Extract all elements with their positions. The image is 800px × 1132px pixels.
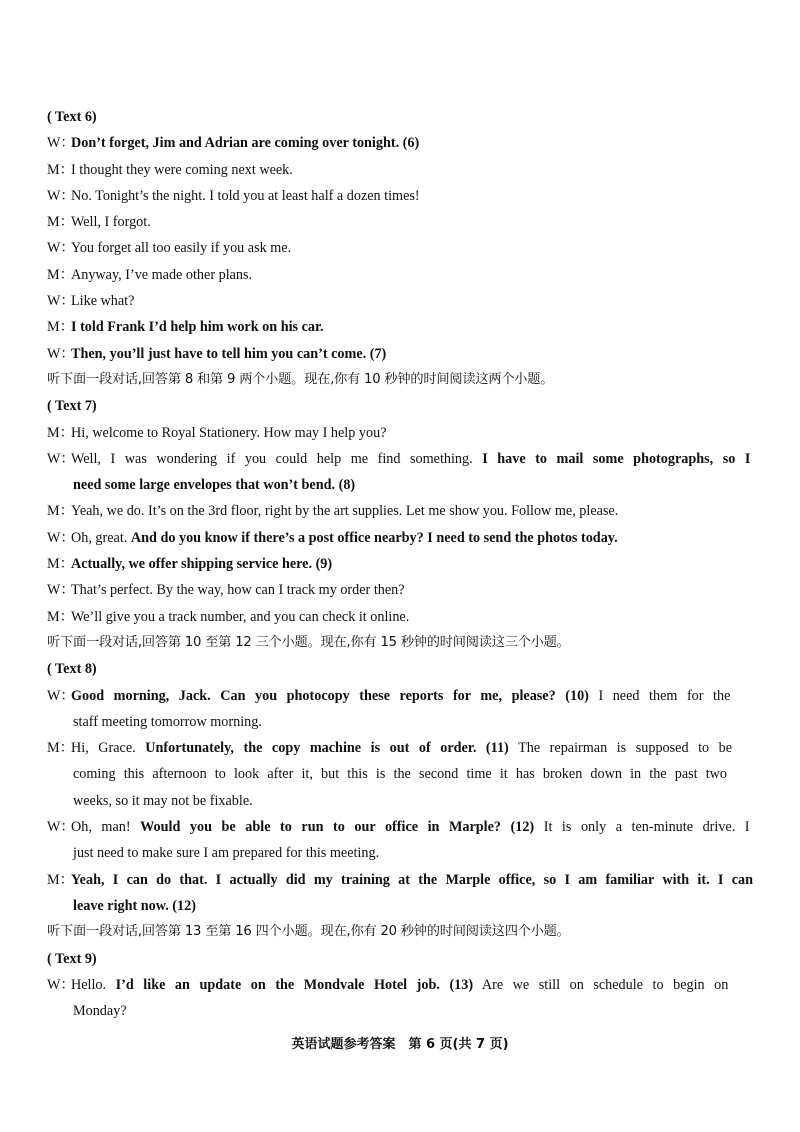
dialog-text: Anyway, I’ve made other plans.: [71, 266, 253, 283]
speaker-label: W：: [47, 529, 75, 546]
dialog-line: [47, 577, 753, 603]
dialog-line: [47, 420, 753, 446]
dialog-line: [47, 130, 753, 156]
dialog-text: staff meeting tomorrow morning.: [73, 713, 262, 730]
speaker-label: W：: [47, 976, 75, 993]
dialog-text: I need them for the: [588, 687, 731, 704]
dialog-line: [47, 683, 753, 709]
answer-highlight-text: Good morning, Jack. Can you photocopy these reports for me, please? (10): [71, 687, 589, 704]
answer-highlight-text: Unfortunately, the copy machine is out of order. (11): [145, 740, 509, 757]
page-footer: 英语试题参考答案 第 6 页(共 7 页): [291, 1037, 509, 1052]
dialog-line: [47, 314, 753, 340]
dialog-line: [47, 525, 753, 551]
dialog-line-continuation: [47, 840, 753, 866]
dialog-text: Well, I was wondering if you could help me find something.: [71, 450, 483, 467]
speaker-label: W：: [47, 450, 75, 467]
dialog-line: [47, 209, 753, 235]
dialog-line: [47, 288, 753, 314]
speaker-label: M：: [47, 319, 74, 336]
speaker-label: W：: [47, 582, 75, 599]
dialog-text: Are we still on schedule to begin on: [473, 976, 729, 993]
speaker-label: W：: [47, 187, 75, 204]
dialog-text: just need to make sure I am prepared for this meeting.: [73, 845, 380, 862]
answer-highlight-text: Then, you’ll just have to tell him you can’t come. (7): [71, 345, 387, 362]
section-heading: [47, 656, 753, 682]
answer-highlight-text: need some large envelopes that won’t bend. (8): [73, 477, 356, 494]
dialog-line: [47, 604, 753, 630]
section-heading: [47, 393, 753, 419]
answer-highlight-text: leave right now. (12): [73, 897, 196, 914]
speaker-label: W：: [47, 293, 75, 310]
answer-highlight-text: And do you know if there’s a post office nearby? I need to send the photos today.: [130, 529, 618, 546]
answer-highlight-text: Yeah, I can do that. I actually did my training at the Marple office, so I am familiar with it. I can: [71, 871, 753, 888]
dialog-text: Monday?: [73, 1003, 127, 1020]
answer-highlight-text: Don’t forget, Jim and Adrian are coming over tonight. (6): [71, 135, 420, 152]
speaker-label: M：: [47, 503, 74, 520]
dialog-text: The repairman is supposed to be: [508, 740, 733, 757]
speaker-label: M：: [47, 556, 74, 573]
dialog-line: [47, 551, 753, 577]
dialog-text: Oh, great.: [71, 529, 131, 546]
dialog-line: [47, 183, 753, 209]
answer-key-transcript: [47, 104, 753, 1024]
dialog-line: [47, 867, 753, 893]
dialog-line: [47, 262, 753, 288]
listening-instruction: 听下面一段对话,回答第 10 至第 12 三个小题。现在,你有 15 秒钟的时间阅读这三个小题。: [47, 634, 570, 650]
dialog-text: No. Tonight’s the night. I told you at least half a dozen times!: [71, 187, 420, 204]
section-heading: [47, 946, 753, 972]
dialog-text: coming this afternoon to look after it, but this is the second time it has broken down in the past two: [73, 766, 727, 783]
dialog-line: [47, 157, 753, 183]
listening-instruction: 听下面一段对话,回答第 8 和第 9 两个小题。现在,你有 10 秒钟的时间阅读这两个小题。: [47, 371, 554, 387]
answer-highlight-text: Actually, we offer shipping service here. (9): [71, 556, 333, 573]
speaker-label: M：: [47, 424, 74, 441]
dialog-text: weeks, so it may not be fixable.: [73, 792, 253, 809]
dialog-text: Oh, man!: [71, 819, 141, 836]
dialog-line: [47, 735, 753, 761]
dialog-text: Well, I forgot.: [71, 214, 151, 231]
dialog-line-continuation: [47, 472, 753, 498]
dialog-line: [47, 341, 753, 367]
section-heading-text: ( Text 9): [47, 950, 97, 967]
answer-highlight-text: Would you be able to run to our office in Marple? (12): [140, 819, 535, 836]
speaker-label: M：: [47, 740, 74, 757]
speaker-label: M：: [47, 161, 74, 178]
dialog-line-continuation: [47, 893, 753, 919]
speaker-label: W：: [47, 687, 75, 704]
section-heading: [47, 104, 753, 130]
section-heading-text: ( Text 7): [47, 398, 97, 415]
dialog-text: Hi, Grace.: [71, 740, 146, 757]
dialog-text: Yeah, we do. It’s on the 3rd floor, right by the art supplies. Let me show you. Follow me, please.: [71, 503, 619, 520]
speaker-label: W：: [47, 819, 75, 836]
dialog-text: It is only a ten-minute drive. I: [534, 819, 750, 836]
section-heading-text: ( Text 8): [47, 661, 97, 678]
dialog-line: [47, 814, 753, 840]
dialog-line: [47, 235, 753, 261]
speaker-label: W：: [47, 345, 75, 362]
dialog-text: Like what?: [71, 293, 135, 310]
dialog-line-continuation: [47, 998, 753, 1024]
listening-instruction: 听下面一段对话,回答第 13 至第 16 四个小题。现在,你有 20 秒钟的时间阅读这四个小题。: [47, 924, 570, 940]
dialog-line: [47, 972, 753, 998]
dialog-line: [47, 498, 753, 524]
speaker-label: M：: [47, 266, 74, 283]
speaker-label: W：: [47, 240, 75, 257]
dialog-text: Hi, welcome to Royal Stationery. How may I help you?: [71, 424, 387, 441]
answer-highlight-text: I told Frank I’d help him work on his car.: [71, 319, 324, 336]
speaker-label: M：: [47, 608, 74, 625]
dialog-text: We’ll give you a track number, and you can check it online.: [71, 608, 410, 625]
dialog-text: You forget all too easily if you ask me.: [71, 240, 292, 257]
dialog-text: I thought they were coming next week.: [71, 161, 293, 178]
section-heading-text: ( Text 6): [47, 109, 97, 125]
speaker-label: M：: [47, 214, 74, 231]
answer-highlight-text: I’d like an update on the Mondvale Hotel job. (13): [115, 976, 474, 993]
speaker-label: W：: [47, 135, 75, 152]
speaker-label: M：: [47, 871, 74, 888]
dialog-text: Hello.: [71, 976, 116, 993]
dialog-line-continuation: [47, 709, 753, 735]
dialog-line: [47, 446, 753, 472]
dialog-line-continuation: [47, 788, 753, 814]
dialog-text: That’s perfect. By the way, how can I track my order then?: [71, 582, 405, 599]
answer-highlight-text: I have to mail some photographs, so I: [482, 450, 751, 467]
dialog-line-continuation: [47, 761, 753, 787]
